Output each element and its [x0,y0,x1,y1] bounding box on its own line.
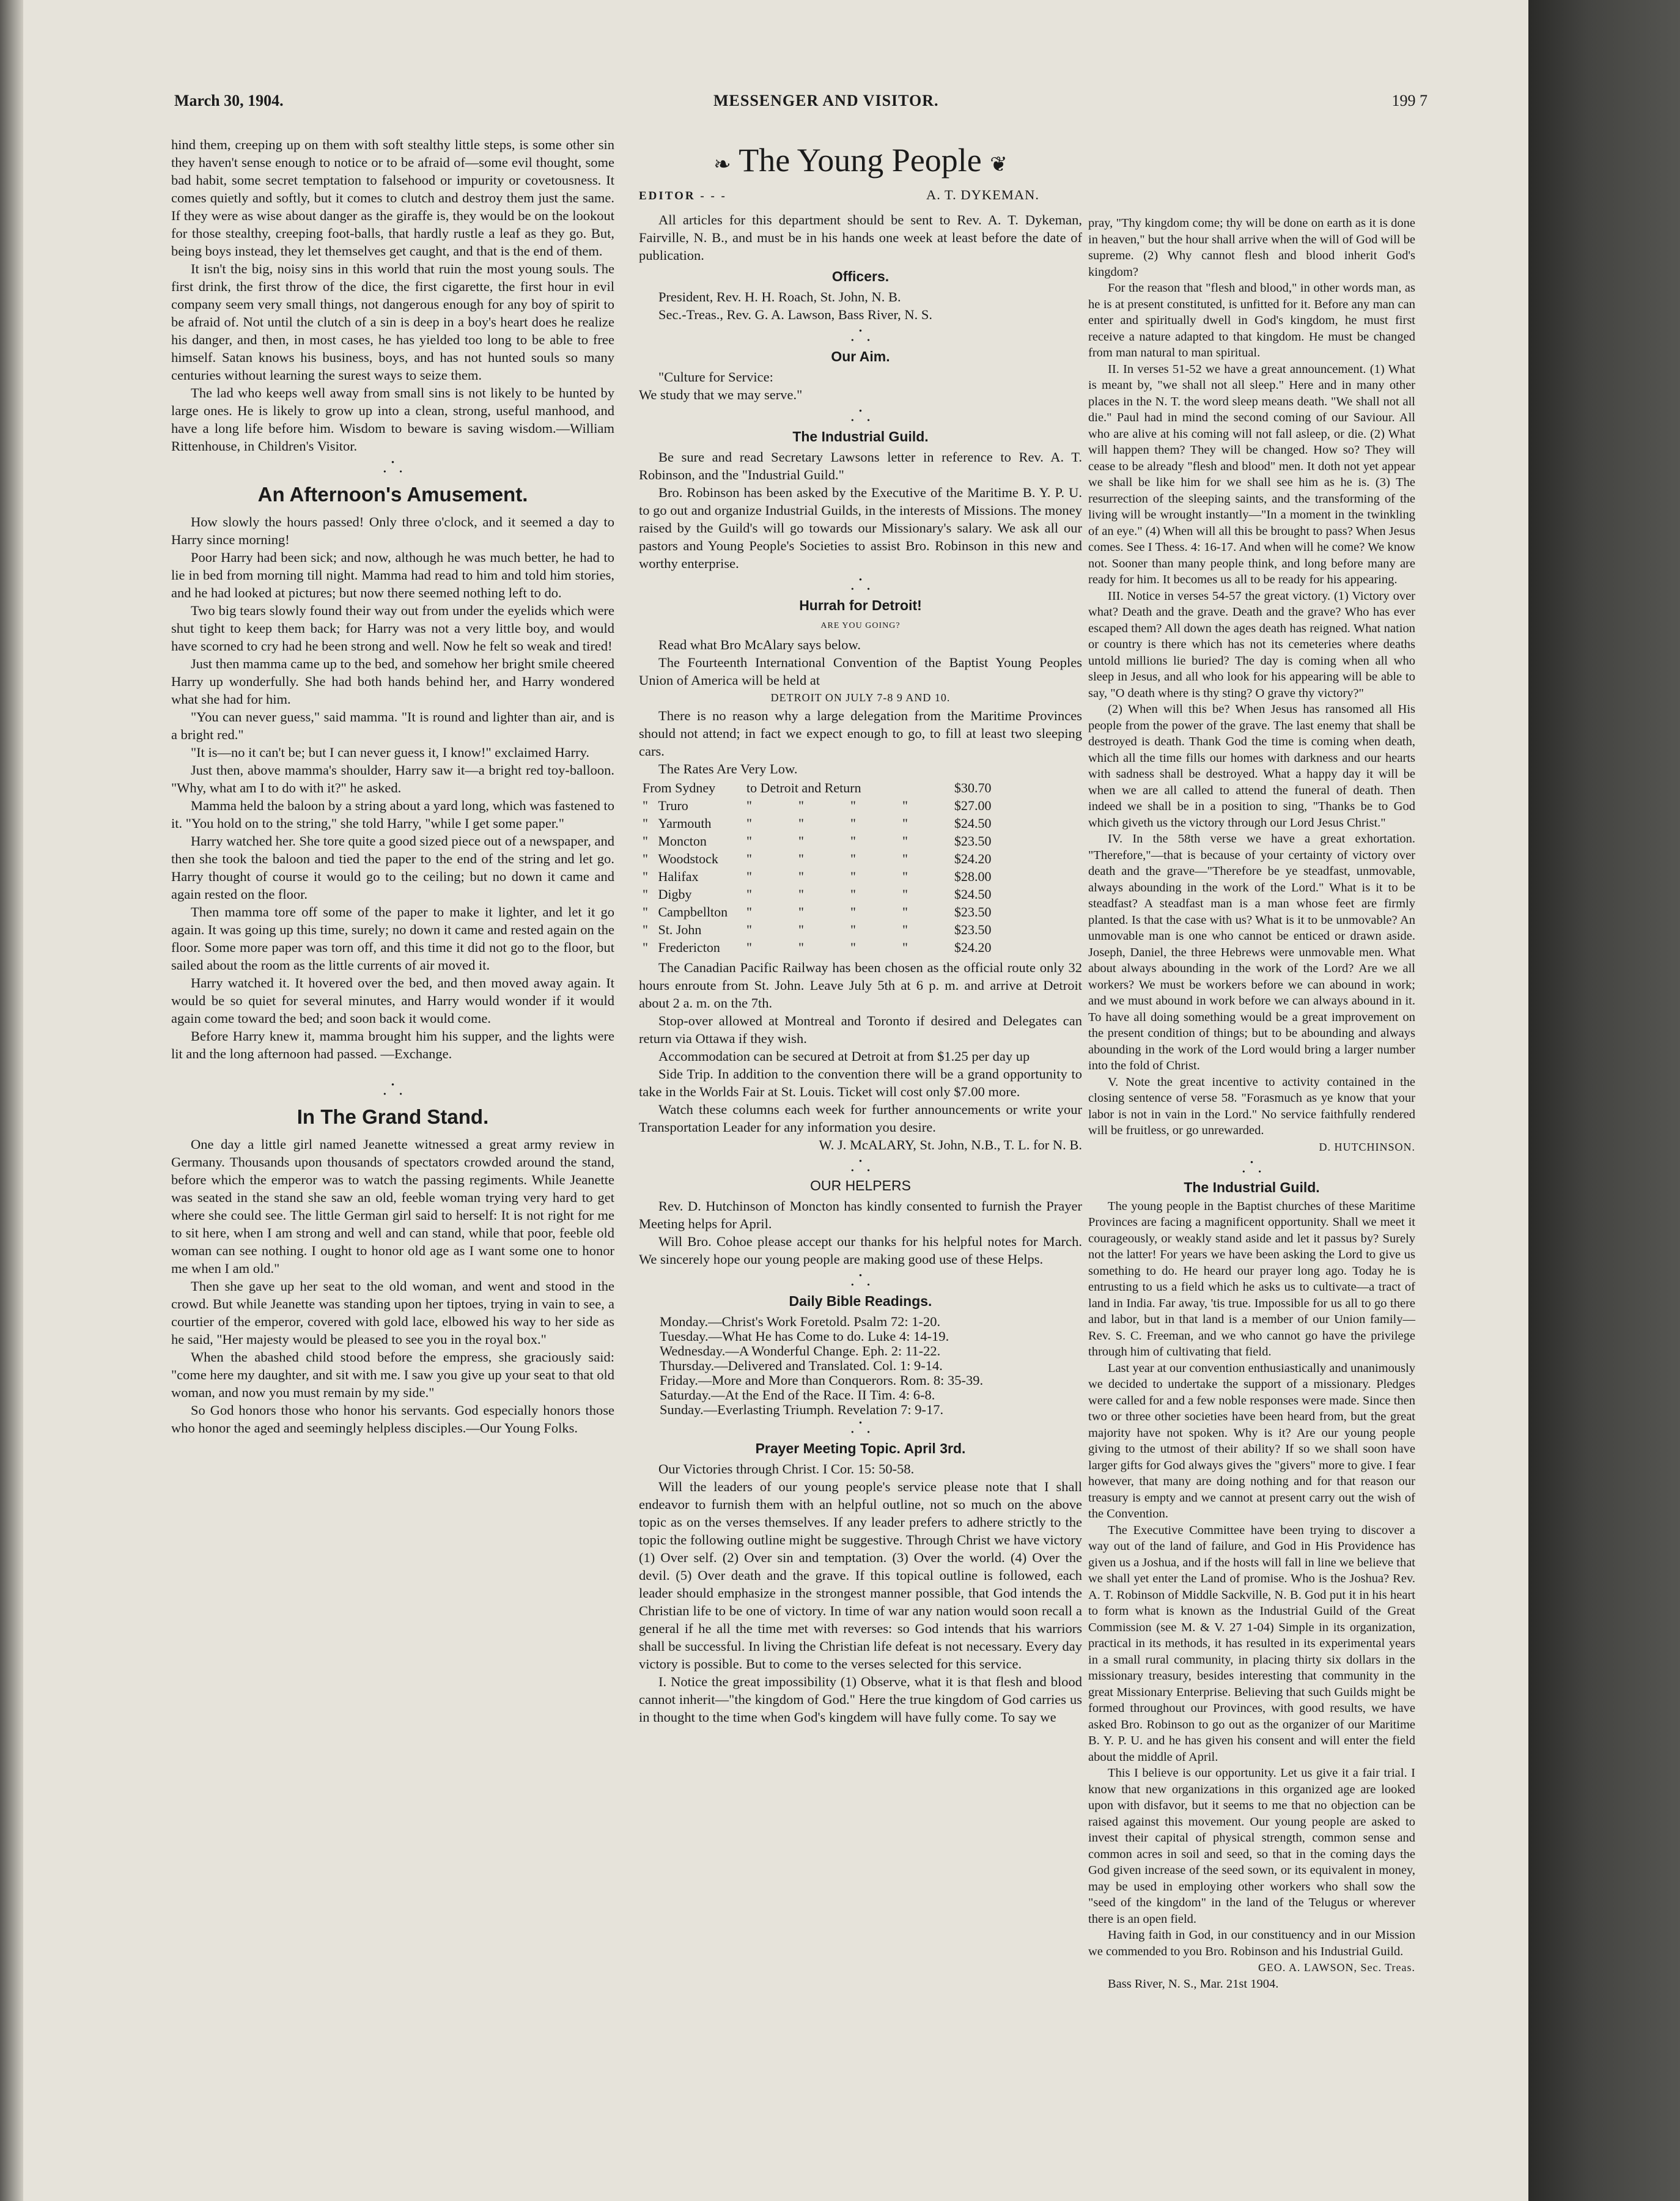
heading-aim: Our Aim. [831,348,890,364]
ditto-mark: " [902,904,908,920]
ditto-mark: " [798,869,804,884]
rate-place-name: St. John [658,922,702,937]
paragraph: Stop-over allowed at Montreal and Toronto if desired and Delegates can return via Ottawa if they wish. [639,1013,1082,1046]
rate-price: $23.50 [954,833,992,849]
aim-line: "Culture for Service: [658,369,773,385]
paragraph: Harry watched it. It hovered over the bed, and then moved away again. It would be so quiet for several minutes, and Harry would wonder if it would again come toward the bed; and soon back it would come. [171,975,614,1026]
ditto-mark: " [850,833,856,849]
table-row [643,850,1009,868]
rate-place-name: Campbellton [658,904,728,920]
page-header [174,92,1428,116]
subheading-are-you-going: ARE YOU GOING? [820,621,901,630]
paragraph: Mamma held the baloon by a string about a yard long, which was fastened to it. "You hold on to the string," she told Harry, "while I get some paper." [171,798,614,831]
convention-dates: DETROIT ON JULY 7-8 9 AND 10. [770,691,951,704]
paragraph: All articles for this department should be sent to Rev. A. T. Dykeman, Fairville, N. B., and must be in his hands one week at least before the date of publication. [639,212,1082,263]
article-title-amusement: An Afternoon's Amusement. [257,483,528,506]
paragraph: This I believe is our opportunity. Let us give it a fair trial. I know that new organizations in this organized age are looked upon with disfavor, but it seems to me that no objection can be raised against this movement. Our young people are asked to invest their capital of physical strength, common sense and common acres in soil and seed, so that in the coming days the God given increase of the seed sown, or its equivalent in money, may be used in employing other workers who shall sow the "seed of the kingdom" in the land of the Telugus or wherever there is an open field. [1088,1766,1415,1926]
editor-name: A. T. DYKEMAN. [926,187,1039,202]
leaf-ornament-icon: ❦ [990,153,1008,176]
ditto-mark: " [643,887,648,902]
section-divider: • •• [383,458,416,476]
ditto-mark: " [850,887,856,902]
paragraph: The Fourteenth International Convention of the Baptist Young Peoples Union of America will be held at [639,655,1082,688]
section-divider: • •• [851,407,883,424]
paragraph: Our Victories through Christ. I Cor. 15: 50-58. [658,1461,915,1477]
section-divider: • •• [851,1157,883,1174]
rate-price: $23.50 [954,904,992,920]
ditto-mark: " [902,798,908,813]
ditto-mark: " [643,816,648,831]
list-item: Thursday.—Delivered and Translated. Col. 1: 9-14. [660,1358,943,1373]
rate-place [643,921,746,938]
heading-industrial-guild-letter: The Industrial Guild. [1184,1179,1320,1195]
list-item: Friday.—More and More than Conquerors. Rom. 8: 35-39. [660,1373,984,1388]
column-2 [639,142,1082,1726]
section-divider: • •• [383,1080,416,1098]
paragraph: Side Trip. In addition to the convention there will be a grand opportunity to take in the Worlds Fair at St. Louis. Ticket will cost only $7.00 more. [639,1066,1082,1099]
paragraph: Having faith in God, in our constituency and in our Mission we commended to you Bro. Robinson and his Industrial Guild. [1088,1928,1415,1958]
heading-prayer-topic: Prayer Meeting Topic. April 3rd. [755,1440,966,1456]
paragraph: Before Harry knew it, mamma brought him his supper, and the lights were lit and the long afternoon had passed. —Exchange. [171,1028,614,1061]
rate-price: $30.70 [954,780,992,795]
section-divider: • •• [851,575,883,593]
paragraph: Just then, above mamma's shoulder, Harry saw it—a bright red toy-balloon. "Why, what am I to do with it?" he asked. [171,762,614,795]
rates-table [643,779,1009,956]
header-paper-name: MESSENGER AND VISITOR. [713,92,939,109]
rate-place [643,814,746,832]
table-row [643,921,1009,938]
paragraph: The Canadian Pacific Railway has been chosen as the official route only 32 hours enroute from St. John. Leave July 5th at 6 p. m. and arrive at Detroit about 2 a. m. on the 7th. [639,960,1082,1011]
ditto-mark: " [798,851,804,866]
ditto-mark: " [798,904,804,920]
ditto-mark: " [902,922,908,937]
section-divider: • •• [851,1418,883,1436]
ditto-mark: " [798,940,804,955]
rate-place-name: Digby [658,887,692,902]
paragraph: Poor Harry had been sick; and now, although he was much better, he had to lie in bed from morning till night. Mamma had read to him and told him stories, and he had looked at pictures; but now there seemed nothing left to do. [171,550,614,600]
rate-place-name: Yarmouth [658,816,712,831]
officer-sec-treas: Sec.-Treas., Rev. G. A. Lawson, Bass River, N. S. [658,307,933,322]
rate-place-name: Woodstock [658,851,718,866]
paragraph: There is no reason why a large delegation from the Maritime Provinces should not attend; in fact we expect enough to go, to fill at least two sleeping cars. [639,708,1082,759]
ditto-mark: " [643,798,648,813]
ditto-mark: " [798,816,804,831]
scan-edge [1528,0,1680,2201]
ditto-mark: " [850,904,856,920]
ditto-mark: " [746,816,752,831]
editor-label: EDITOR - - - [639,190,727,202]
heading-detroit: Hurrah for Detroit! [799,597,922,613]
signature: D. HUTCHINSON. [1319,1140,1415,1153]
rate-place-name: Fredericton [658,940,720,955]
column-1 [171,136,614,1437]
paragraph: "You can never guess," said mamma. "It is round and lighter than air, and is a bright red." [171,709,614,742]
paragraph: It isn't the big, noisy sins in this world that ruin the most young souls. The first drink, the first throw of the dice, the first cigarette, the first hour in evil company seem very small things, not dangerous enough for any boy of spirit to be afraid of. Not until the clutch of a sin is deep in a boy's heart does he realize his danger, and then, in most cases, he has yielded too long to be able to free himself. Satan knows his business, boys, and has not hunted souls so many centuries without learning the surest ways to seize them. [171,261,614,383]
ditto-mark: " [643,940,648,955]
leaf-ornament-icon: ❧ [713,153,731,176]
rate-price: $24.50 [954,887,992,902]
paragraph: When the abashed child stood before the empress, she graciously said: "come here my daughter, and sit with me. I saw you give up your seat to that old woman, and now you must remain by my side." [171,1349,614,1400]
rate-place-name: Moncton [658,833,707,849]
header-date: March 30, 1904. [174,92,284,109]
ditto-mark: " [746,833,752,849]
rate-place [643,903,746,921]
ditto-mark: " [746,869,752,884]
paragraph: Will the leaders of our young people's service please note that I shall endeavor to furnish them with an helpful outline, not so much on the above topic as on the verses themselves. If any leader prefers to adhere strictly to the topic the following outline might be suggestive. Through Christ we have victory (1) Over self. (2) Over sin and temptation. (3) Over the world. (4) Over the devil. (5) Over death and the grave. If this topical outline is followed, each leader should emphasize in the strongest manner possible, that God intends the Christian life to be one of victory. In time of war any nation would soon recall a general if he all the time met with reverses: so God intends that his warriors shall be successful. In living the Christian life defeat is not necessary. Every day victory is possible. But to come to the verses selected for this service. [639,1479,1082,1672]
header-page-number: 199 7 [1391,92,1428,109]
ditto-mark: " [850,869,856,884]
signature: W. J. McALARY, St. John, N.B., T. L. for N. B. [819,1137,1082,1152]
rate-place-name: Truro [658,798,688,813]
ditto-mark: " [643,922,648,937]
heading-our-helpers: OUR HELPERS [810,1178,911,1193]
ditto-mark: " [902,869,908,884]
article-title-grand-stand: In The Grand Stand. [297,1105,489,1128]
paragraph: The Rates Are Very Low. [658,761,798,776]
paragraph: Two big tears slowly found their way out from under the eyelids which were shut tight to keep them back; for Harry was not a very little boy, and would have scorned to cry had he been strong and well. Now he felt so weak and tired! [171,603,614,654]
paragraph: (2) When will this be? When Jesus has ransomed all His people from the power of the grave. The last enemy that shall be destroyed is death. Thank God the time is coming when death, which all the time fills our homes with darkness and our hearts with sadness shall be destroyed. What a happy day it will be when we are all called to attend the funeral of death. Then indeed we shall be in a position to sing, "Thanks be to God which giveth us the victory through our Lord Jesus Christ." [1088,702,1415,830]
ditto-mark: " [643,833,648,849]
rate-price: $24.20 [954,940,992,955]
paragraph: Bro. Robinson has been asked by the Executive of the Maritime B. Y. P. U. to go out and organize Industrial Guilds, in the interests of Missions. The money raised by the Guild's will go towards our Missionary's salary. We ask all our pastors and Young People's Societies to assist Bro. Robinson in this new and worthy enterprise. [639,485,1082,571]
paragraph: Just then mamma came up to the bed, and somehow her bright smile cheered Harry up wonderfully. She had both hands behind her, and Harry wondered what she had for him. [171,656,614,707]
list-item: Monday.—Christ's Work Foretold. Psalm 72: 1-20. [660,1314,941,1329]
ditto-mark: " [850,798,856,813]
table-row [643,779,1009,797]
rate-place [643,832,746,850]
table-row [643,832,1009,850]
ditto-mark: " [798,798,804,813]
ditto-mark: " [798,922,804,937]
rates-to-label: to Detroit and Return [746,780,861,795]
rate-place [643,868,746,885]
ditto-mark: " [902,940,908,955]
paragraph: One day a little girl named Jeanette witnessed a great army review in Germany. Thousands upon thousands of spectators crowded around the stand, before which the emperor was to watch the passing regiments. While Jeanette was seated in the stand she saw an old, feeble woman trying very hard to get where she could see. The little German girl said to herself: It is not right for me to sit here, when I am strong and well and can stand, while that poor, feeble old woman can see nothing. I ought to honor old age as I want some one to honor me when I am old." [171,1137,614,1276]
paragraph: Harry watched her. She tore quite a good sized piece out of a newspaper, and then she took the baloon and tied the paper to the end of the string and let go. Harry thought of course it would go to the ceiling; but no down it came and again rested on the floor. [171,833,614,902]
ditto-mark: " [850,816,856,831]
ditto-mark: " [902,887,908,902]
paragraph: The lad who keeps well away from small sins is not likely to be hunted by large ones. He is likely to grow up into a clean, strong, useful manhood, and have a long life before him. Wisdom to beware is saving wisdom.—William Rittenhouse, in Children's Visitor. [171,385,614,454]
rate-price: $28.00 [954,869,992,884]
rate-price: $24.20 [954,851,992,866]
paragraph: Read what Bro McAlary says below. [658,637,861,652]
ditto-mark: " [850,851,856,866]
paragraph: II. In verses 51-52 we have a great announcement. (1) What is meant by, "we shall not all sleep." Here and in many other places in the N. T. the word sleep means death. "We shall not all die." Paul had in mind the second coming of our Saviour. All who are alive at his coming will not fall asleep, or die. (2) What will happen them? They will be changed. How so? They will cease to be already "flesh and blood" men. It doth not yet appear we shall be like him for we shall see him as he is. (3) The resurrection of the sleeping saints, and the transforming of the living will be wrought instantly—"In a moment in the twinkling of an eye." (4) When will all this be brought to pass? When Jesus comes. See I Thess. 4: 16-17. And when will he come? We know not. Sooner than many people think, and long before many are ready for him. It becomes us all to be ready for his appearing. [1088,362,1415,586]
section-divider: • •• [1242,1158,1275,1176]
rate-place [643,850,746,868]
paragraph: III. Notice in verses 54-57 the great victory. (1) Victory over what? Death and the grave. Death and the grave? Who has ever escaped them? All down the ages death has reigned. What nation or country is there which has not its cemeteries where deaths untold millions lie buried? The day is coming when all who sleep in Jesus, and all who look for his appearing will be able to say, "O death where is thy sting? O grave thy victory?" [1088,589,1415,700]
paragraph: So God honors those who honor his servants. God especially honors those who honor the aged and seemingly helpless disciples.—Our Young Folks. [171,1403,614,1436]
rate-price: $23.50 [954,922,992,937]
ditto-mark: " [850,940,856,955]
ditto-mark: " [798,833,804,849]
heading-industrial-guild: The Industrial Guild. [792,429,929,444]
ditto-mark: " [746,922,752,937]
paragraph: Then she gave up her seat to the old woman, and went and stood in the crowd. But while Jeanette was standing upon her tiptoes, trying in vain to see, a courtier of the emperor, covered with gold lace, elbowed his way to her side as he said, "Her majesty would be pleased to see you in the royal box." [171,1278,614,1347]
table-row [643,868,1009,885]
table-row [643,903,1009,921]
list-item: Tuesday.—What He has Come to do. Luke 4: 14-19. [660,1329,949,1344]
paragraph: Watch these columns each week for further announcements or write your Transportation Leader for any information you desire. [639,1102,1082,1135]
ditto-mark: " [746,904,752,920]
ditto-mark: " [902,851,908,866]
masthead-title: The Young People [739,142,982,179]
ditto-mark: " [746,851,752,866]
ditto-mark: " [850,922,856,937]
rates-from-label: From Sydney [643,780,716,795]
section-masthead [639,142,1082,179]
paragraph: How slowly the hours passed! Only three o'clock, and it seemed a day to Harry since morning! [171,514,614,547]
editor-line [639,186,1082,205]
paragraph: hind them, creeping up on them with soft stealthy little steps, is some other sin they haven't sense enough to notice or to be afraid of—some evil thought, some bad habit, some secret temptation to falsehood or impurity or covetousness. It comes quietly and softly, but it comes to clutch and destroy them just the same. If they were as wise about danger as the giraffe is, they would be on the lookout for those stealthy, creeping foot-balls, that hardly rustle a leaf as they go. But, being boys instead, they let themselves get caught, and that is the end of them. [171,137,614,259]
list-item: Wednesday.—A Wonderful Change. Eph. 2: 11-22. [660,1343,941,1359]
paragraph: The young people in the Baptist churches of these Maritime Provinces are facing a magnificent opportunity. Shall we meet it courageously, or weakly stand aside and let it passus by? Surely not the latter! For years we have been asking the Lord to give us something to do. He heard our prayer long ago. Today he is entrusting to us a field which he asks us to cultivate—a tract of land in India. Far away, 'tis true. Impossible for us all to go there and labor, but in that land is a member of our Union family—Rev. S. C. Freeman, and we who cannot go have the privilege through him of cultivating that field. [1088,1199,1415,1359]
rate-place [643,797,746,814]
paragraph: V. Note the great incentive to activity contained in the closing sentence of verse 58. "Forasmuch as ye know that your labor is not in vain in the Lord." No service faithfully rendered will be fruitless, or go unrewarded. [1088,1075,1415,1137]
table-row [643,797,1009,814]
paragraph: Then mamma tore off some of the paper to make it lighter, and let it go again. It was going up this time, surely; no down it came and rested again on the floor. Some more paper was torn off, and this time it did not go to the floor, but sailed about the room as the little currents of air moved it. [171,904,614,973]
column-3 [1088,215,1415,1992]
paragraph: IV. In the 58th verse we have a great exhortation. "Therefore,"—that is because of your certainty of victory over death and the grave—"Therefore be ye steadfast, unmovable, always abounding in the work of the Lord." What is it to be steadfast? A steadfast man is a man whose feet are firmly planted. Is that the case with us? What is it to be unmovable? An unmovable man is one who cannot be enticed or drawn aside. Joseph, Daniel, the three Hebrews were unmovable men. What about always abounding in the work of the Lord? Are we all workers? We must be workers before we can abound in work; and we must abound in work before we can always abound in it. To have all doing something would be a great improvement on the present condition of things; but to be abounding and always abounding in the work of the Lord would bring a larger number into the fold of Christ. [1088,832,1415,1072]
ditto-mark: " [643,904,648,920]
paragraph: Be sure and read Secretary Lawsons letter in reference to Rev. A. T. Robinson, and the "Industrial Guild." [639,449,1082,482]
rate-place [643,938,746,956]
list-item: Sunday.—Everlasting Triumph. Revelation 7: 9-17. [660,1402,944,1417]
list-item: Saturday.—At the End of the Race. II Tim. 4: 6-8. [660,1387,935,1403]
paragraph: Rev. D. Hutchinson of Moncton has kindly consented to furnish the Prayer Meeting helps for April. [639,1198,1082,1231]
ditto-mark: " [746,887,752,902]
ditto-mark: " [746,940,752,955]
rate-price: $27.00 [954,798,992,813]
ditto-mark: " [643,851,648,866]
signature: GEO. A. LAWSON, Sec. Treas. [1258,1961,1415,1974]
aim-line: We study that we may serve." [639,387,803,402]
paragraph: For the reason that "flesh and blood," in other words man, as he is at present constituted, is unfitted for it. Before any man can enter and spiritually dwell in God's kingdom, he must first receive a nature adapted to that kingdom. He must be changed from man natural to man spiritual. [1088,281,1415,359]
ditto-mark: " [902,816,908,831]
officer-president: President, Rev. H. H. Roach, St. John, N. B. [658,289,901,304]
rate-price: $24.50 [954,816,992,831]
rate-place [643,885,746,903]
bible-readings-list [639,1313,1082,1415]
ditto-mark: " [798,887,804,902]
table-row [643,938,1009,956]
paragraph: "It is—no it can't be; but I can never guess it, I know!" exclaimed Harry. [191,745,590,760]
paragraph: Accommodation can be secured at Detroit at from $1.25 per day up [658,1049,1030,1064]
dateline: Bass River, N. S., Mar. 21st 1904. [1108,1977,1279,1991]
paragraph: The Executive Committee have been trying to discover a way out of the land of failure, and God in His Providence has given us a Joshua, and if the hosts will fall in line we believe that we shall yet enter the Land of promise. Who is the Joshua? Rev. A. T. Robinson of Middle Sackville, N. B. God put it in his heart to form what is known as the Industrial Guild of the Great Commission (see M. & V. 27 1-04) Simple in its organization, practical in its methods, it has resulted in its experimental years in a small rural community, in placing thirty six dollars in the missionary treasury, besides interesting that community in the great Missionary Enterprise. Believing that such Guilds might be formed throughout our Provinces, with good results, we have asked Bro. Robinson to go out as the organizer of our Maritime B. Y. P. U. and he has given his consent and will enter the field about the middle of April. [1088,1523,1415,1764]
section-divider: • •• [851,326,883,344]
table-row [643,885,1009,903]
heading-bible-readings: Daily Bible Readings. [789,1293,932,1309]
paragraph: Last year at our convention enthusiastically and unanimously we decided to undertake the support of a missionary. Pledges were called for and a few noble responses were made. Since then two or three other societies have been heard from, but the great majority have not spoken. Why is it? Are our young people giving to the utmost of their ability? If so we shall soon have larger gifts for God always gives the "givers" more to give. I fear however, that many are doing nothing and for that reason our treasury is empty and we cannot at present carry out the wish of the Convention. [1088,1361,1415,1521]
paragraph: I. Notice the great impossibility (1) Observe, what it is that flesh and blood cannot inherit—"the kingdom of God." Here the true kingdom of God carries us in thought to the time when God's kingdem will have fully come. To say we [639,1674,1082,1725]
heading-officers: Officers. [831,268,890,284]
ditto-mark: " [902,833,908,849]
rate-place-name: Halifax [658,869,699,884]
ditto-mark: " [746,798,752,813]
ditto-mark: " [643,869,648,884]
table-row [643,814,1009,832]
paragraph: pray, "Thy kingdom come; thy will be done on earth as it is done in heaven," but the hour shall arrive when the will of God will be supreme. (2) Why cannot flesh and blood inherit God's kingdom? [1088,216,1415,279]
section-divider: • •• [851,1271,883,1289]
paragraph: Will Bro. Cohoe please accept our thanks for his helpful notes for March. We sincerely hope our young people are making good use of these Helps. [639,1234,1082,1267]
